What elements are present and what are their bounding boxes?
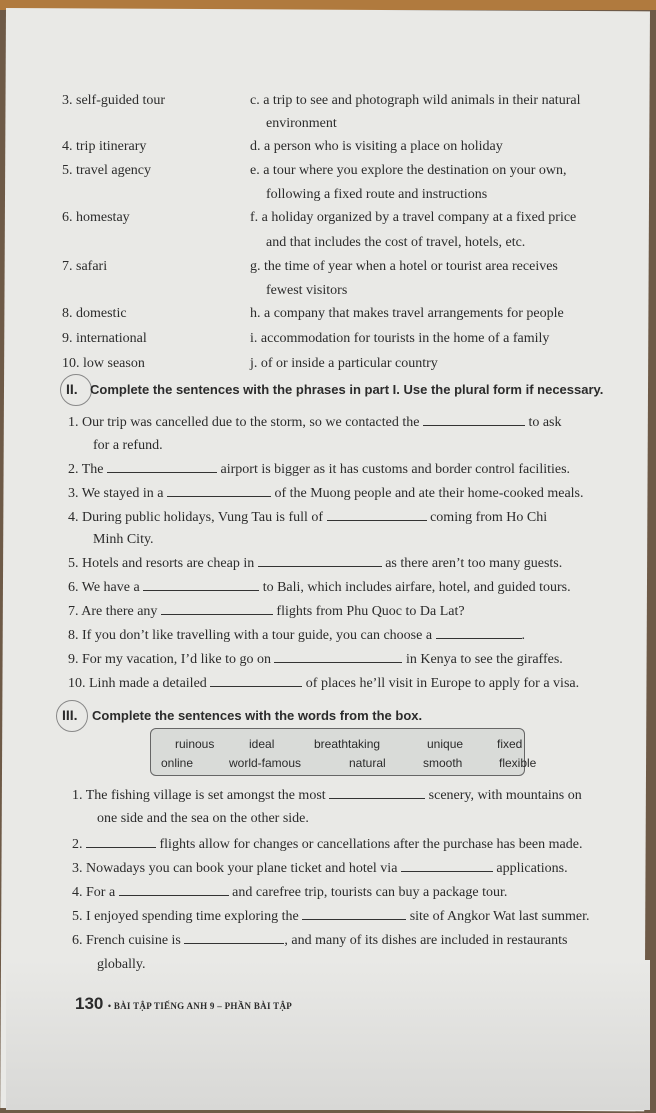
s2-q1-cont: for a refund. [93,438,163,453]
answer-blank[interactable] [86,835,156,848]
q-text: 10. Linh made a detailed [68,676,207,691]
match-right-g-2: fewest visitors [266,283,348,298]
section-2-number: II. [66,381,78,397]
answer-blank[interactable] [184,931,284,944]
word-option: flexible [499,756,537,770]
q-text: airport is bigger as it has customs and border control facilities. [220,462,571,477]
answer-blank[interactable] [167,484,271,497]
q-text: 9. For my vacation, I’d like to go on [68,652,271,667]
word-option: breathtaking [314,737,381,751]
answer-blank[interactable] [143,578,259,591]
match-right-e-2: following a fixed route and instructions [266,187,488,202]
q-text: 5. I enjoyed spending time exploring the [72,909,299,924]
s3-q5 [72,907,590,926]
section-3-instruction: Complete the sentences with the words from the box. [92,708,423,723]
answer-blank[interactable] [423,413,525,426]
q-text: 1. Our trip was cancelled due to the storm, so we contacted the [68,415,420,430]
match-right-c-1: c. a trip to see and photograph wild animals in their natural [250,93,581,108]
match-right-f-2: and that includes the cost of travel, hotels, etc. [266,235,526,250]
s2-q8 [68,626,525,645]
s2-q7 [68,602,465,621]
page-footer [75,994,292,1014]
answer-blank[interactable] [119,883,229,896]
page-shadow [6,960,650,1110]
s3-q1 [72,786,582,805]
q-text: of places he’ll visit in Europe to apply for a visa. [305,676,580,691]
q-text: flights allow for changes or cancellations after the purchase has been made. [159,837,583,852]
q-text: site of Angkor Wat last summer. [409,909,590,924]
match-left-8: 8. domestic [62,306,127,321]
s2-q3 [68,484,584,503]
s2-q6 [68,578,571,597]
q-text: 3. Nowadays you can book your plane ticket and hotel via [72,861,398,876]
q-text: coming from Ho Chi [430,510,548,525]
match-right-i: i. accommodation for tourists in the home of a family [250,331,550,346]
q-text: 2. The [68,462,104,477]
s2-q2 [68,460,570,479]
page-number: 130 [75,994,104,1013]
word-box [150,728,537,776]
word-option: smooth [423,756,463,770]
q-text: and carefree trip, tourists can buy a package tour. [232,885,508,900]
answer-blank[interactable] [436,626,522,639]
match-right-d: d. a person who is visiting a place on holiday [250,139,503,154]
match-left-3: 3. self-guided tour [62,93,166,108]
s3-q4 [72,883,507,902]
match-right-e-1: e. a tour where you explore the destination on your own, [250,163,567,178]
q-text: 4. During public holidays, Vung Tau is full of [68,510,324,525]
match-right-h: h. a company that makes travel arrangements for people [250,306,564,321]
q-text: applications. [496,861,568,876]
match-left-4: 4. trip itinerary [62,139,147,154]
match-right-c-2: environment [266,116,337,131]
book-title: • BÀI TẬP TIẾNG ANH 9 – PHẦN BÀI TẬP [107,1001,293,1011]
q-text: scenery, with mountains on [428,788,582,803]
s2-q4-cont: Minh City. [93,532,154,547]
word-option: fixed [497,737,523,751]
answer-blank[interactable] [161,602,273,615]
answer-blank[interactable] [327,508,427,521]
answer-blank[interactable] [107,460,217,473]
s2-q4 [68,508,547,527]
answer-blank[interactable] [274,650,402,663]
word-option: online [161,756,194,770]
match-left-7: 7. safari [62,259,108,274]
q-text: 4. For a [72,885,116,900]
match-left-9: 9. international [62,331,147,346]
q-text: to Bali, which includes airfare, hotel, and guided tours. [262,580,571,595]
match-left-5: 5. travel agency [62,163,152,178]
q-text: flights from Phu Quoc to Da Lat? [276,604,465,619]
q-text: 2. [72,837,83,852]
s3-q1-cont: one side and the sea on the other side. [97,811,309,826]
s2-q1 [68,413,562,432]
q-text: 5. Hotels and resorts are cheap in [68,556,255,571]
q-text: 7. Are there any [68,604,158,619]
match-right-f-1: f. a holiday organized by a travel company at a fixed price [250,210,577,225]
s2-q5 [68,554,562,573]
answer-blank[interactable] [329,786,425,799]
match-left-6: 6. homestay [62,210,130,225]
q-text: , and many of its dishes are included in restaurants [284,933,568,948]
section-2-instruction: Complete the sentences with the phrases in part I. Use the plural form if necessary. [90,382,604,397]
answer-blank[interactable] [258,554,382,567]
word-option: ruinous [175,737,215,751]
q-text: of the Muong people and ate their home-cooked meals. [274,486,584,501]
s2-q10 [68,674,579,693]
q-text: . [521,628,526,643]
s3-q3 [72,859,568,878]
answer-blank[interactable] [210,674,302,687]
q-text: in Kenya to see the giraffes. [405,652,563,667]
s3-q6 [72,931,567,950]
q-text: 6. We have a [68,580,140,595]
q-text: as there aren’t too many guests. [385,556,563,571]
q-text: 8. If you don’t like travelling with a tour guide, you can choose a [68,628,433,643]
s3-q2 [72,835,582,854]
q-text: 6. French cuisine is [72,933,181,948]
match-left-10: 10. low season [62,356,145,371]
q-text: 1. The fishing village is set amongst the most [72,788,326,803]
word-option: unique [427,737,464,751]
match-right-j: j. of or inside a particular country [250,356,438,371]
s3-q6-cont: globally. [97,957,146,972]
word-option: world-famous [229,756,302,770]
q-text: to ask [528,415,562,430]
word-option: natural [349,756,386,770]
answer-blank[interactable] [401,859,493,872]
answer-blank[interactable] [302,907,406,920]
word-option: ideal [249,737,275,751]
section-3-number: III. [62,707,78,723]
match-right-g-1: g. the time of year when a hotel or tourist area receives [250,259,558,274]
q-text: 3. We stayed in a [68,486,164,501]
s2-q9 [68,650,563,669]
